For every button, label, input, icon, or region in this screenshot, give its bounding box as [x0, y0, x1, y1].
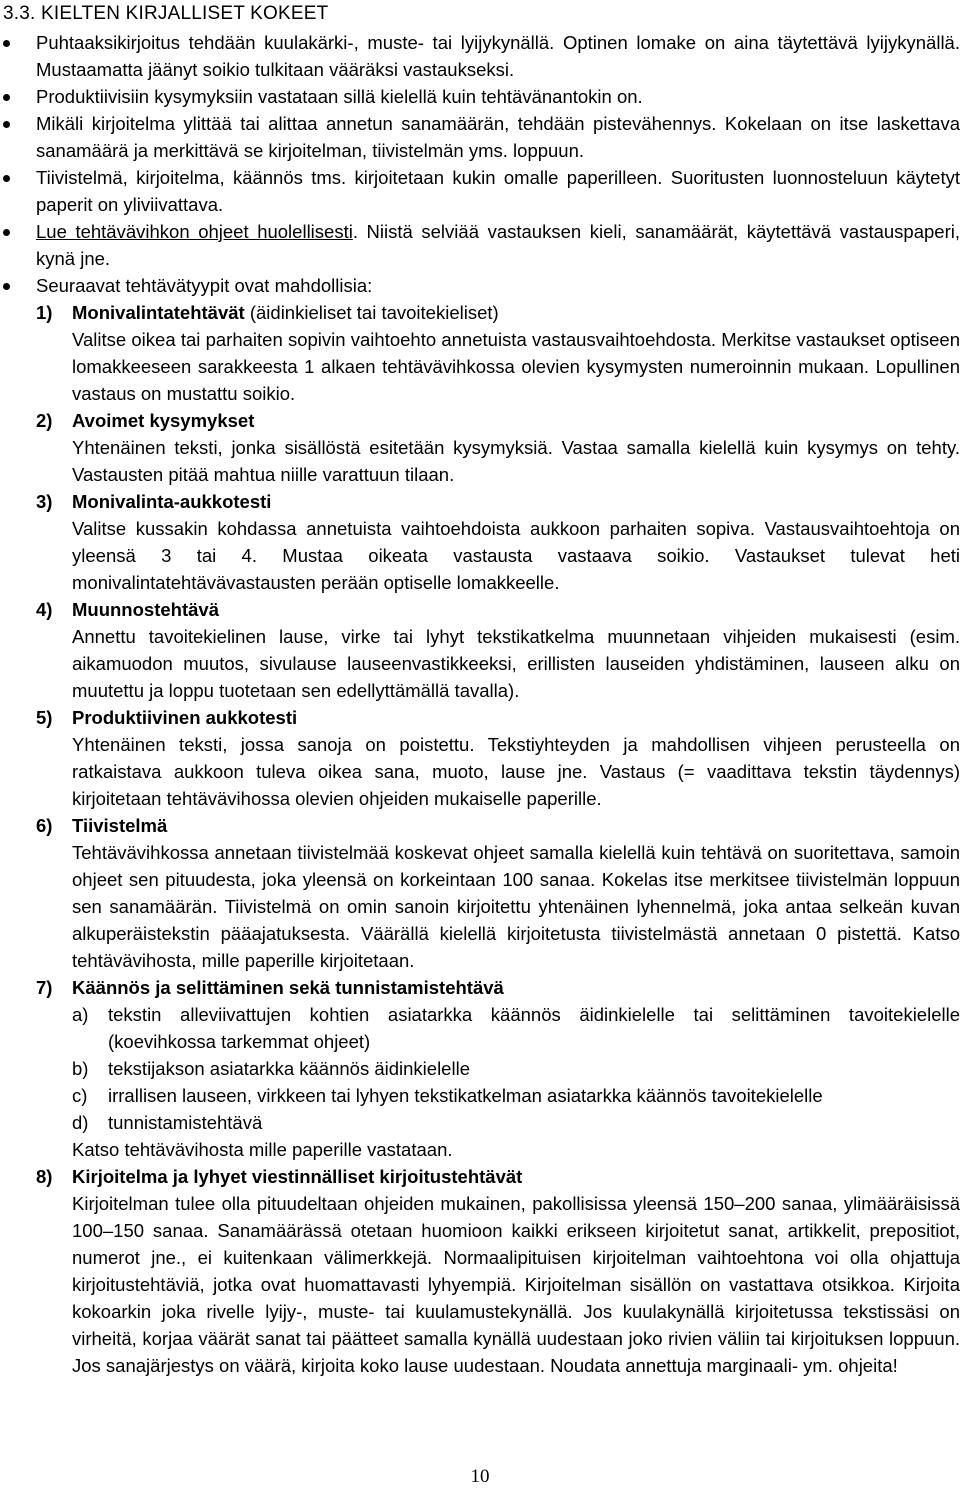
task-type-title: Kirjoitelma ja lyhyet viestinnälliset kirjoitustehtävät [72, 1166, 523, 1187]
task-type-number: 6) [36, 815, 53, 836]
rules-list [0, 29, 960, 1379]
translation-footer: Katso tehtävävihosta mille paperille vastataan. [72, 1139, 453, 1160]
task-type-title: Avoimet kysymykset [72, 410, 255, 431]
task-type-item [36, 704, 960, 812]
translation-subtasks [72, 1001, 960, 1136]
task-type-title: Käännös ja selittäminen sekä tunnistamistehtävä [72, 977, 504, 998]
rule-bullet-papers: Tiivistelmä, kirjoitelma, käännös tms. kirjoitetaan kukin omalle paperilleen. Suoritusten luonnosteluun käytetyt paperit on yliviivattava. [0, 164, 960, 218]
subtask-item [72, 1109, 960, 1136]
task-type-description: Annettu tavoitekielinen lause, virke tai lyhyt tekstikatkelma muunnetaan vihjeiden mukaisesti (esim. aikamuodon muutos, sivulause lauseenvastikkeeksi, erillisten lauseiden yhdistäminen, lauseen alku on muutettu ja loppu tuotetaan sen edellyttämällä tavalla). [72, 626, 960, 701]
task-type-number: 3) [36, 491, 53, 512]
task-type-item [36, 1163, 960, 1379]
task-type-number: 5) [36, 707, 53, 728]
task-types-intro: Seuraavat tehtävätyypit ovat mahdollisia: [36, 275, 373, 296]
rule-bullet-language: Produktiivisiin kysymyksiin vastataan sillä kielellä kuin tehtävänantokin on. [0, 83, 960, 110]
rule-bullet-task-types [0, 272, 960, 1379]
task-type-number: 8) [36, 1166, 53, 1187]
task-type-item [36, 407, 960, 488]
task-type-description: Tehtävävihkossa annetaan tiivistelmää koskevat ohjeet samalla kielellä kuin tehtävä on suoritettava, samoin ohjeet sen pituudesta, joka yleensä on korkeintaan 100 sanaa. Kokelas itse merkitsee tiivistelmän loppuun sen sanamäärän. Tiivistelmä on omin sanoin kirjoitettu yhtenäinen lyhennelmä, joka antaa selkeän kuvan alkuperäistekstin pääajatuksesta. Väärällä kielellä kirjoitetusta tiivistelmästä annetaan 0 pistettä. Katso tehtävävihosta, mille paperille kirjoitetaan. [72, 842, 960, 971]
task-type-number: 7) [36, 977, 53, 998]
task-type-title: Monivalinta-aukkotesti [72, 491, 272, 512]
subtask-item [72, 1055, 960, 1082]
task-type-title: Produktiivinen aukkotesti [72, 707, 298, 728]
subtask-text: tekstin alleviivattujen kohtien asiatarkka käännös äidinkielelle tai selittäminen tavoitekielelle (koevihkossa tarkemmat ohjeet) [108, 1004, 960, 1052]
task-type-description: Yhtenäinen teksti, jossa sanoja on poistettu. Tekstiyhteyden ja mahdollisen vihjeen perusteella on ratkaistava aukkoon tuleva oikea sana, muoto, lause jne. Vastaus (= vaadittava tekstin täydennys) kirjoitetaan tehtävävihossa olevien ohjeiden mukaiselle paperille. [72, 734, 960, 809]
task-type-description: Valitse oikea tai parhaiten sopivin vaihtoehto annetuista vastausvaihtoehdosta. Merkitse vastaukset optiseen lomakkeeseen sarakkeesta 1 alkaen tehtävävihkossa olevien kysymysten numeroinnin mukaan. Lopullinen vastaus on mustattu soikio. [72, 329, 960, 404]
task-type-description: Valitse kussakin kohdassa annetuista vaihtoehdoista aukkoon parhaiten sopiva. Vastausvaihtoehtoja on yleensä 3 tai 4. Mustaa oikeata vastausta vastaava soikio. Vastaukset tulevat heti monivalintatehtävävastausten perään optiselle lomakkeelle. [72, 518, 960, 593]
task-type-item [36, 974, 960, 1163]
subtask-text: irrallisen lauseen, virkkeen tai lyhyen tekstikatkelman asiatarkka käännös tavoitekielelle [108, 1085, 823, 1106]
instructions-rest: . Niistä selviää vastauksen kieli, sanamäärät, käytettävä vastauspaperi, kynä jne. [36, 221, 960, 269]
section-heading: 3.3. KIELTEN KIRJALLISET KOKEET [3, 3, 329, 24]
task-type-item [36, 299, 960, 407]
rule-bullet-word-count: Mikäli kirjoitelma ylittää tai alittaa annetun sanamäärän, tehdään pistevähennys. Kokelaan on itse laskettava sanamäärä ja merkittävä se kirjoitelman, tiivistelmän yms. loppuun. [0, 110, 960, 164]
subtask-text: tekstijakson asiatarkka käännös äidinkielelle [108, 1058, 470, 1079]
task-type-title: Tiivistelmä [72, 815, 168, 836]
instructions-underlined: Lue tehtävävihkon ohjeet huolellisesti [36, 221, 353, 242]
task-type-number: 4) [36, 599, 53, 620]
task-types-list [36, 299, 960, 1379]
subtask-letter: c) [72, 1085, 88, 1106]
subtask-item [72, 1082, 960, 1109]
rule-bullet-pens: Puhtaaksikirjoitus tehdään kuulakärki-, muste- tai lyijykynällä. Optinen lomake on aina täytettävä lyijykynällä. Mustaamatta jäänyt soikio tulkitaan vääräksi vastaukseksi. [0, 29, 960, 83]
task-type-number: 1) [36, 302, 53, 323]
task-type-title: Muunnostehtävä [72, 599, 219, 620]
subtask-letter: b) [72, 1058, 89, 1079]
task-type-item [36, 812, 960, 974]
task-type-number: 2) [36, 410, 53, 431]
task-type-item [36, 488, 960, 596]
task-type-description: Kirjoitelman tulee olla pituudeltaan ohjeiden mukainen, pakollisissa yleensä 150–200 sanaa, ylimääräisissä 100–150 sanaa. Sanamäärässä otetaan huomioon kaikki erikseen kirjoitetut sanat, artikkelit, prepositiot, numerot jne., ei kuitenkaan välimerkkejä. Normaalipituisen kirjoitelman vaihtoehtona voi olla ohjattuja kirjoitustehtäviä, jotka ovat huomattavasti lyhyempiä. Kirjoitelman sisällön on vastattava otsikkoa. Kirjoita kokoarkin joka rivelle lyijy-, muste- tai kuulamustekynällä. Jos kuulakynällä kirjoitetussa tekstissäsi on virheitä, korjaa väärät sanat tai päätteet samalla kynällä uudestaan joko rivien väliin tai kirjoituksen loppuun. Jos sanajärjestys on väärä, kirjoita koko lause uudestaan. Noudata annettuja marginaali- ym. ohjeita! [72, 1193, 960, 1376]
subtask-letter: d) [72, 1112, 89, 1133]
task-type-title: Monivalintatehtävät [72, 302, 245, 323]
task-type-title-suffix: (äidinkieliset tai tavoitekieliset) [244, 302, 499, 323]
page-number: 10 [470, 1466, 490, 1487]
task-type-description: Yhtenäinen teksti, jonka sisällöstä esitetään kysymyksiä. Vastaa samalla kielellä kuin kysymys on tehty. Vastausten pitää mahtua niille varattuun tilaan. [72, 437, 960, 485]
subtask-item [72, 1001, 960, 1055]
subtask-letter: a) [72, 1004, 89, 1025]
rule-bullet-instructions [0, 218, 960, 272]
task-type-item [36, 596, 960, 704]
subtask-text: tunnistamistehtävä [108, 1112, 263, 1133]
